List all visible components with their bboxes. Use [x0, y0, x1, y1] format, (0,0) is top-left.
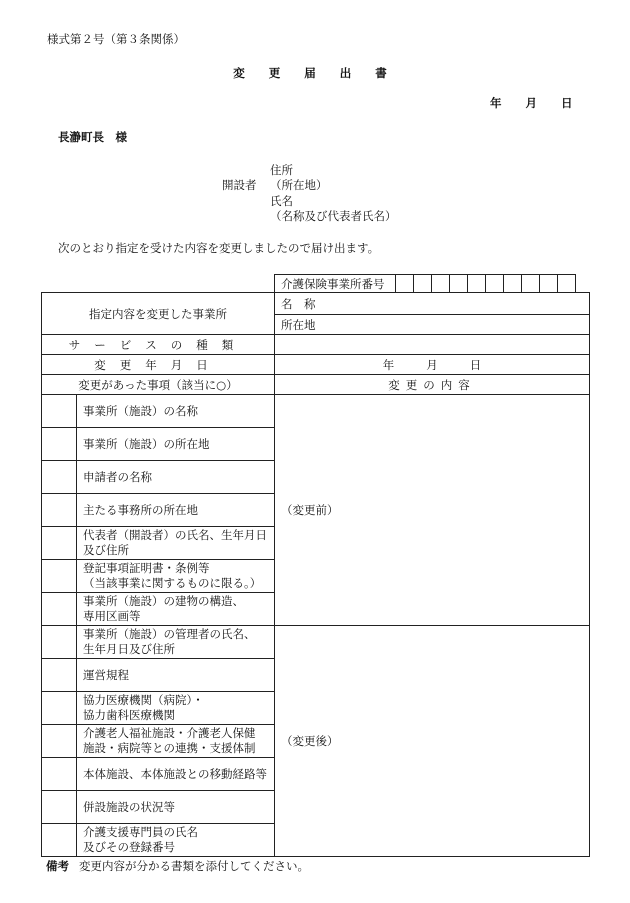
change-date-label: 変更年月日	[42, 355, 275, 375]
item-label: 事業所（施設）の名称	[77, 395, 275, 428]
change-content-label: 変更の内容	[275, 375, 590, 395]
item-label: 併設施設の状況等	[77, 791, 275, 824]
office-location-label: 所在地	[281, 317, 316, 332]
item-label-line: 協力歯科医療機関	[83, 708, 175, 722]
service-type-label: サービスの種類	[42, 335, 275, 355]
item-label-line: 及び住所	[83, 543, 129, 557]
item-check-cell[interactable]	[42, 461, 77, 494]
change-date-month: 月	[426, 357, 438, 372]
item-label	[77, 560, 275, 593]
item-label-line: 事業所（施設）の管理者の氏名、	[83, 627, 256, 641]
change-date-year: 年	[382, 357, 395, 372]
provider-number-digit[interactable]	[558, 275, 576, 293]
item-label	[77, 527, 275, 560]
provider-number-table	[274, 274, 576, 293]
opener-name-paren: （名称及び代表者氏名）	[270, 208, 397, 223]
remarks-label: 備考	[46, 859, 69, 873]
item-label	[77, 626, 275, 659]
item-label	[77, 593, 275, 626]
provider-number-label: 介護保険事業所番号	[275, 275, 396, 293]
item-label: 運営規程	[77, 659, 275, 692]
provider-number-digit[interactable]	[522, 275, 540, 293]
opener-address: 住所	[270, 163, 293, 177]
provider-number-digit[interactable]	[540, 275, 558, 293]
page-title: 変 更 届 出 書	[233, 66, 397, 80]
item-label: 申請者の名称	[77, 461, 275, 494]
provider-number-digit[interactable]	[450, 275, 468, 293]
opener-label: 開設者	[222, 178, 257, 192]
form-number: 様式第２号（第３条関係）	[47, 32, 185, 46]
office-name-cell[interactable]	[275, 293, 590, 315]
item-label: 本体施設、本体施設との移動経路等	[77, 758, 275, 791]
item-label-line: 協力医療機関（病院）・	[83, 693, 204, 707]
office-name-label: 名 称	[281, 296, 316, 311]
change-date-value[interactable]	[275, 355, 590, 375]
item-check-cell[interactable]	[42, 725, 77, 758]
opener-fields	[270, 163, 397, 224]
item-check-cell[interactable]	[42, 626, 77, 659]
item-check-cell[interactable]	[42, 593, 77, 626]
intro-sentence: 次のとおり指定を受けた内容を変更しましたので届け出ます。	[58, 241, 380, 255]
item-label-line: 介護支援専門員の氏名	[83, 825, 198, 839]
submission-date	[490, 97, 573, 110]
item-label	[77, 725, 275, 758]
remarks	[46, 860, 309, 873]
item-label-line: 登記事項証明書・条例等	[83, 561, 210, 575]
after-label: （変更後）	[281, 734, 339, 748]
remarks-text: 変更内容が分かる書類を添付してください。	[79, 859, 309, 873]
changed-office-label: 指定内容を変更した事業所	[42, 293, 275, 335]
item-check-cell[interactable]	[42, 527, 77, 560]
after-content-cell[interactable]	[275, 626, 590, 857]
provider-number-digit[interactable]	[414, 275, 432, 293]
item-check-cell[interactable]	[42, 659, 77, 692]
item-check-cell[interactable]	[42, 560, 77, 593]
changed-items-label: 変更があった事項（該当に○）	[42, 375, 275, 395]
item-label-line: 施設・病院等との連携・支援体制	[83, 741, 256, 755]
item-check-cell[interactable]	[42, 824, 77, 857]
provider-number-digit[interactable]	[468, 275, 486, 293]
item-check-cell[interactable]	[42, 791, 77, 824]
change-form-table	[41, 292, 590, 857]
office-location-cell[interactable]	[275, 315, 590, 335]
item-label-line: （当該事業に関するものに限る。）	[83, 576, 262, 590]
item-label-line: 及びその登録番号	[83, 840, 175, 854]
provider-number-digit[interactable]	[504, 275, 522, 293]
date-month: 月	[525, 96, 537, 110]
service-type-value[interactable]	[275, 335, 590, 355]
addressee: 長瀞町長 様	[58, 130, 127, 144]
item-label-line: 事業所（施設）の建物の構造、	[83, 594, 244, 608]
item-label	[77, 824, 275, 857]
provider-number-digit[interactable]	[396, 275, 414, 293]
opener-name: 氏名	[270, 193, 293, 208]
item-label-line: 専用区画等	[83, 609, 141, 623]
item-check-cell[interactable]	[42, 758, 77, 791]
date-day: 日	[561, 96, 573, 110]
provider-number-digit[interactable]	[486, 275, 504, 293]
item-check-cell[interactable]	[42, 692, 77, 725]
item-check-cell[interactable]	[42, 428, 77, 461]
item-label	[77, 692, 275, 725]
date-year: 年	[490, 96, 502, 110]
item-label: 事業所（施設）の所在地	[77, 428, 275, 461]
item-check-cell[interactable]	[42, 395, 77, 428]
item-label-line: 介護老人福祉施設・介護老人保健	[83, 726, 256, 740]
opener-address-paren: （所在地）	[270, 178, 328, 193]
item-label: 主たる事務所の所在地	[77, 494, 275, 527]
item-check-cell[interactable]	[42, 494, 77, 527]
item-label-line: 代表者（開設者）の氏名、生年月日	[83, 528, 267, 542]
item-label-line: 生年月日及び住所	[83, 642, 175, 656]
change-date-day: 日	[469, 357, 482, 372]
before-content-cell[interactable]	[275, 395, 590, 626]
before-label: （変更前）	[281, 503, 339, 517]
provider-number-digit[interactable]	[432, 275, 450, 293]
